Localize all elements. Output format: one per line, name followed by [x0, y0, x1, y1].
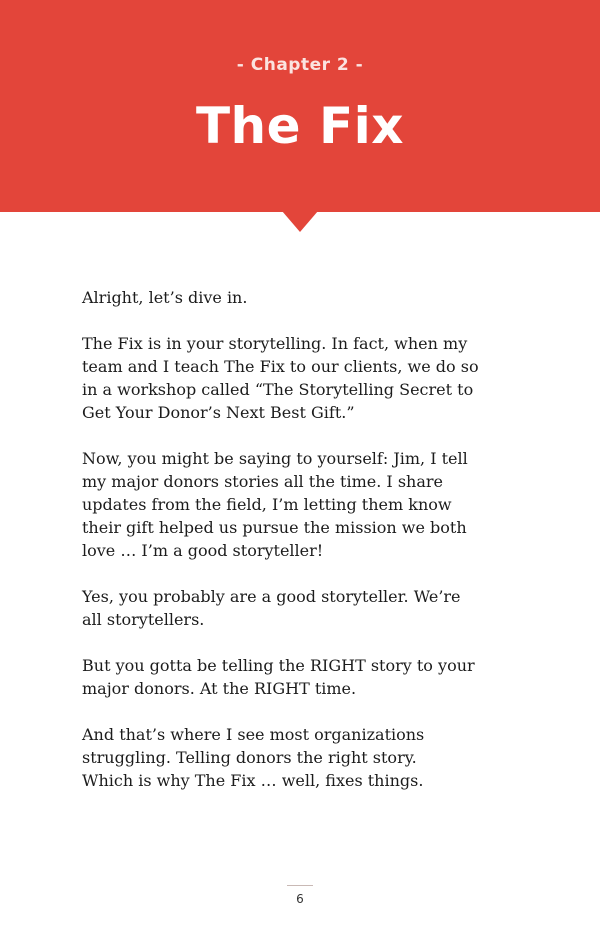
text-line: love … I’m a good storyteller!	[82, 541, 324, 560]
text-line: Which is why The Fix … well, fixes things.	[82, 771, 424, 790]
text-line: updates from the field, I’m letting them know	[82, 495, 452, 514]
text-line: major donors. At the RIGHT time.	[82, 679, 357, 698]
text-line: Yes, you probably are a good storyteller. We’re	[82, 587, 461, 606]
chapter-label: - Chapter 2 -	[236, 55, 364, 75]
text-line: my major donors stories all the time. I share	[82, 472, 443, 491]
text-line: Alright, let’s dive in.	[82, 288, 248, 307]
page-number: 6	[296, 892, 304, 906]
text-line: in a workshop called “The Storytelling Secret to	[82, 380, 474, 399]
text-line: struggling. Telling donors the right story.	[82, 748, 417, 767]
text-line: And that’s where I see most organizations	[82, 725, 425, 744]
text-line: their gift helped us pursue the mission we both	[82, 518, 467, 537]
text-line: Get Your Donor’s Next Best Gift.”	[82, 403, 355, 422]
paragraph-5	[82, 654, 532, 700]
text-line: The Fix is in your storytelling. In fact, when my	[82, 334, 468, 353]
chapter-body	[82, 286, 532, 792]
text-line: Now, you might be saying to yourself: Jim, I tell	[82, 449, 468, 468]
text-line: But you gotta be telling the RIGHT story to your	[82, 656, 475, 675]
paragraph-1	[82, 286, 532, 309]
text-line: all storytellers.	[82, 610, 205, 629]
paragraph-3	[82, 447, 532, 562]
paragraph-4	[82, 585, 532, 631]
paragraph-6	[82, 723, 532, 792]
text-line: team and I teach The Fix to our clients, we do so	[82, 357, 479, 376]
paragraph-2	[82, 332, 532, 424]
page-number-divider	[287, 885, 313, 886]
chapter-title: The Fix	[195, 97, 405, 155]
header-notch-pointer	[282, 211, 318, 232]
